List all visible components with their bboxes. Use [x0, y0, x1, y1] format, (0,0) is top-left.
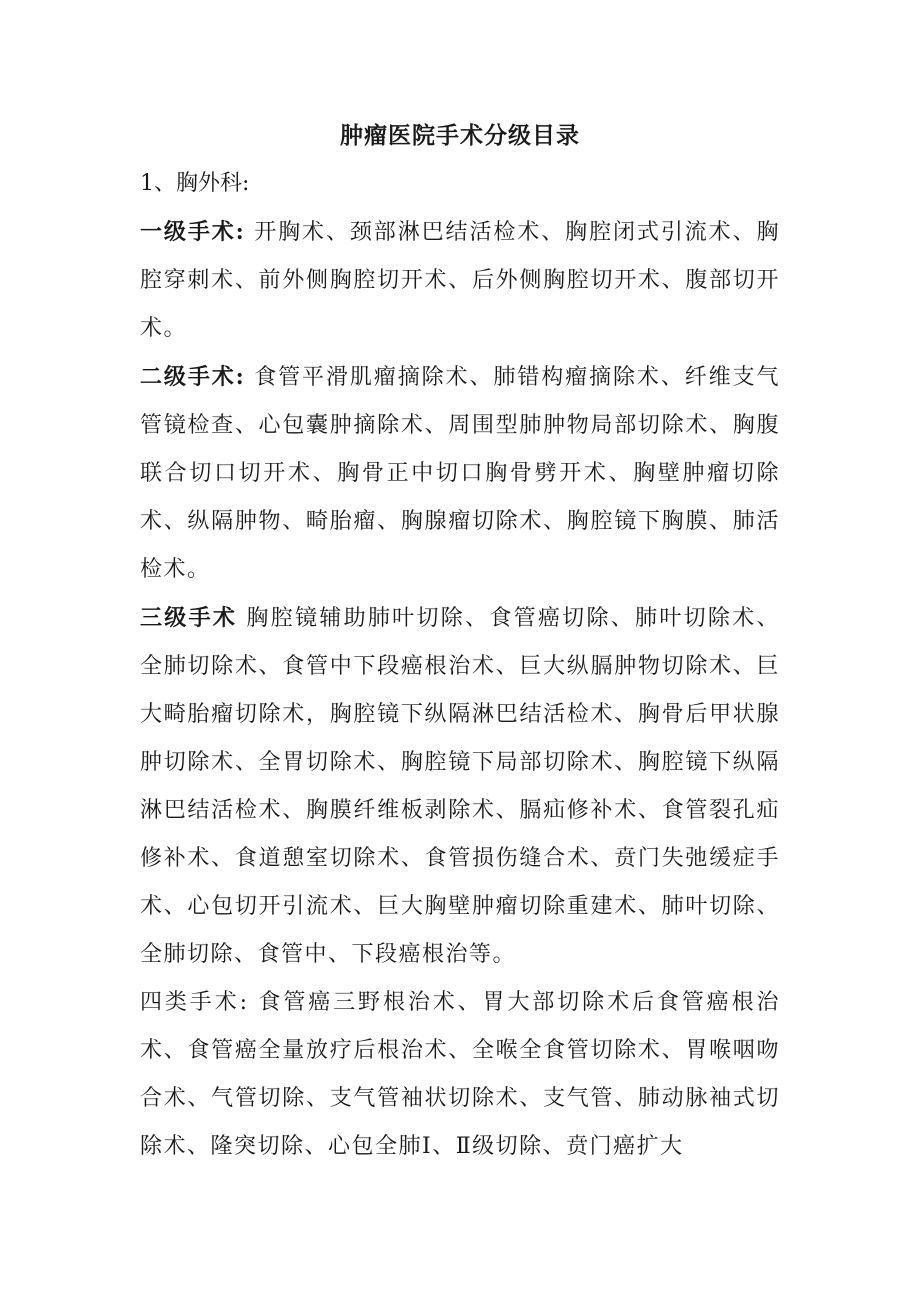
- paragraph-lead: 三级手术: [140, 605, 238, 631]
- paragraph-lead: 二级手术:: [140, 364, 246, 390]
- paragraph-text: 食管癌三野根治术、胃大部切除术后食管癌根治术、食管癌全量放疗后根治术、全喉全食管切除术、胃喉咽吻合术、气管切除、支气管袖状切除术、支气管、肺动脉袖式切除术、隆突切除、心包全肺Ⅰ、Ⅱ级切除、贲门癌扩大: [140, 990, 780, 1159]
- paragraph-level-1: [140, 208, 780, 353]
- paragraph-lead: 一级手术:: [140, 219, 246, 245]
- paragraph-text: 胸腔镜辅助肺叶切除、食管癌切除、肺叶切除术、全肺切除术、食管中下段癌根治术、巨大纵膈肿物切除术、巨大畸胎瘤切除术，胸腔镜下纵隔淋巴结活检术、胸骨后甲状腺肿切除术、全胃切除术、胸腔镜下局部切除术、胸腔镜下纵隔淋巴结活检术、胸膜纤维板剥除术、膈疝修补术、食管裂孔疝修补术、食道憩室切除术、食管损伤缝合术、贲门失弛缓症手术、心包切开引流术、巨大胸壁肿瘤切除重建术、肺叶切除、全肺切除、食管中、下段癌根治等。: [140, 606, 780, 967]
- paragraph-level-2: [140, 353, 780, 594]
- document-title: 肿瘤医院手术分级目录: [340, 122, 580, 149]
- document-page: [140, 112, 780, 1171]
- paragraph-text: 食管平滑肌瘤摘除术、肺错构瘤摘除术、纤维支气管镜检查、心包囊肿摘除术、周围型肺肿物局部切除术、胸腹联合切口切开术、胸骨正中切口胸骨劈开术、胸壁肿瘤切除术、纵隔肿物、畸胎瘤、胸腺瘤切除术、胸腔镜下胸膜、肺活检术。: [140, 365, 780, 582]
- section-title: 1、胸外科:: [140, 171, 250, 196]
- paragraph-level-4: [140, 979, 780, 1171]
- paragraph-level-3: [140, 594, 780, 979]
- paragraph-text: 开胸术、颈部淋巴结活检术、胸腔闭式引流术、胸腔穿刺术、前外侧胸腔切开术、后外侧胸腔切开术、腹部切开术。: [140, 220, 780, 341]
- paragraph-lead: 四类手术:: [140, 990, 249, 1015]
